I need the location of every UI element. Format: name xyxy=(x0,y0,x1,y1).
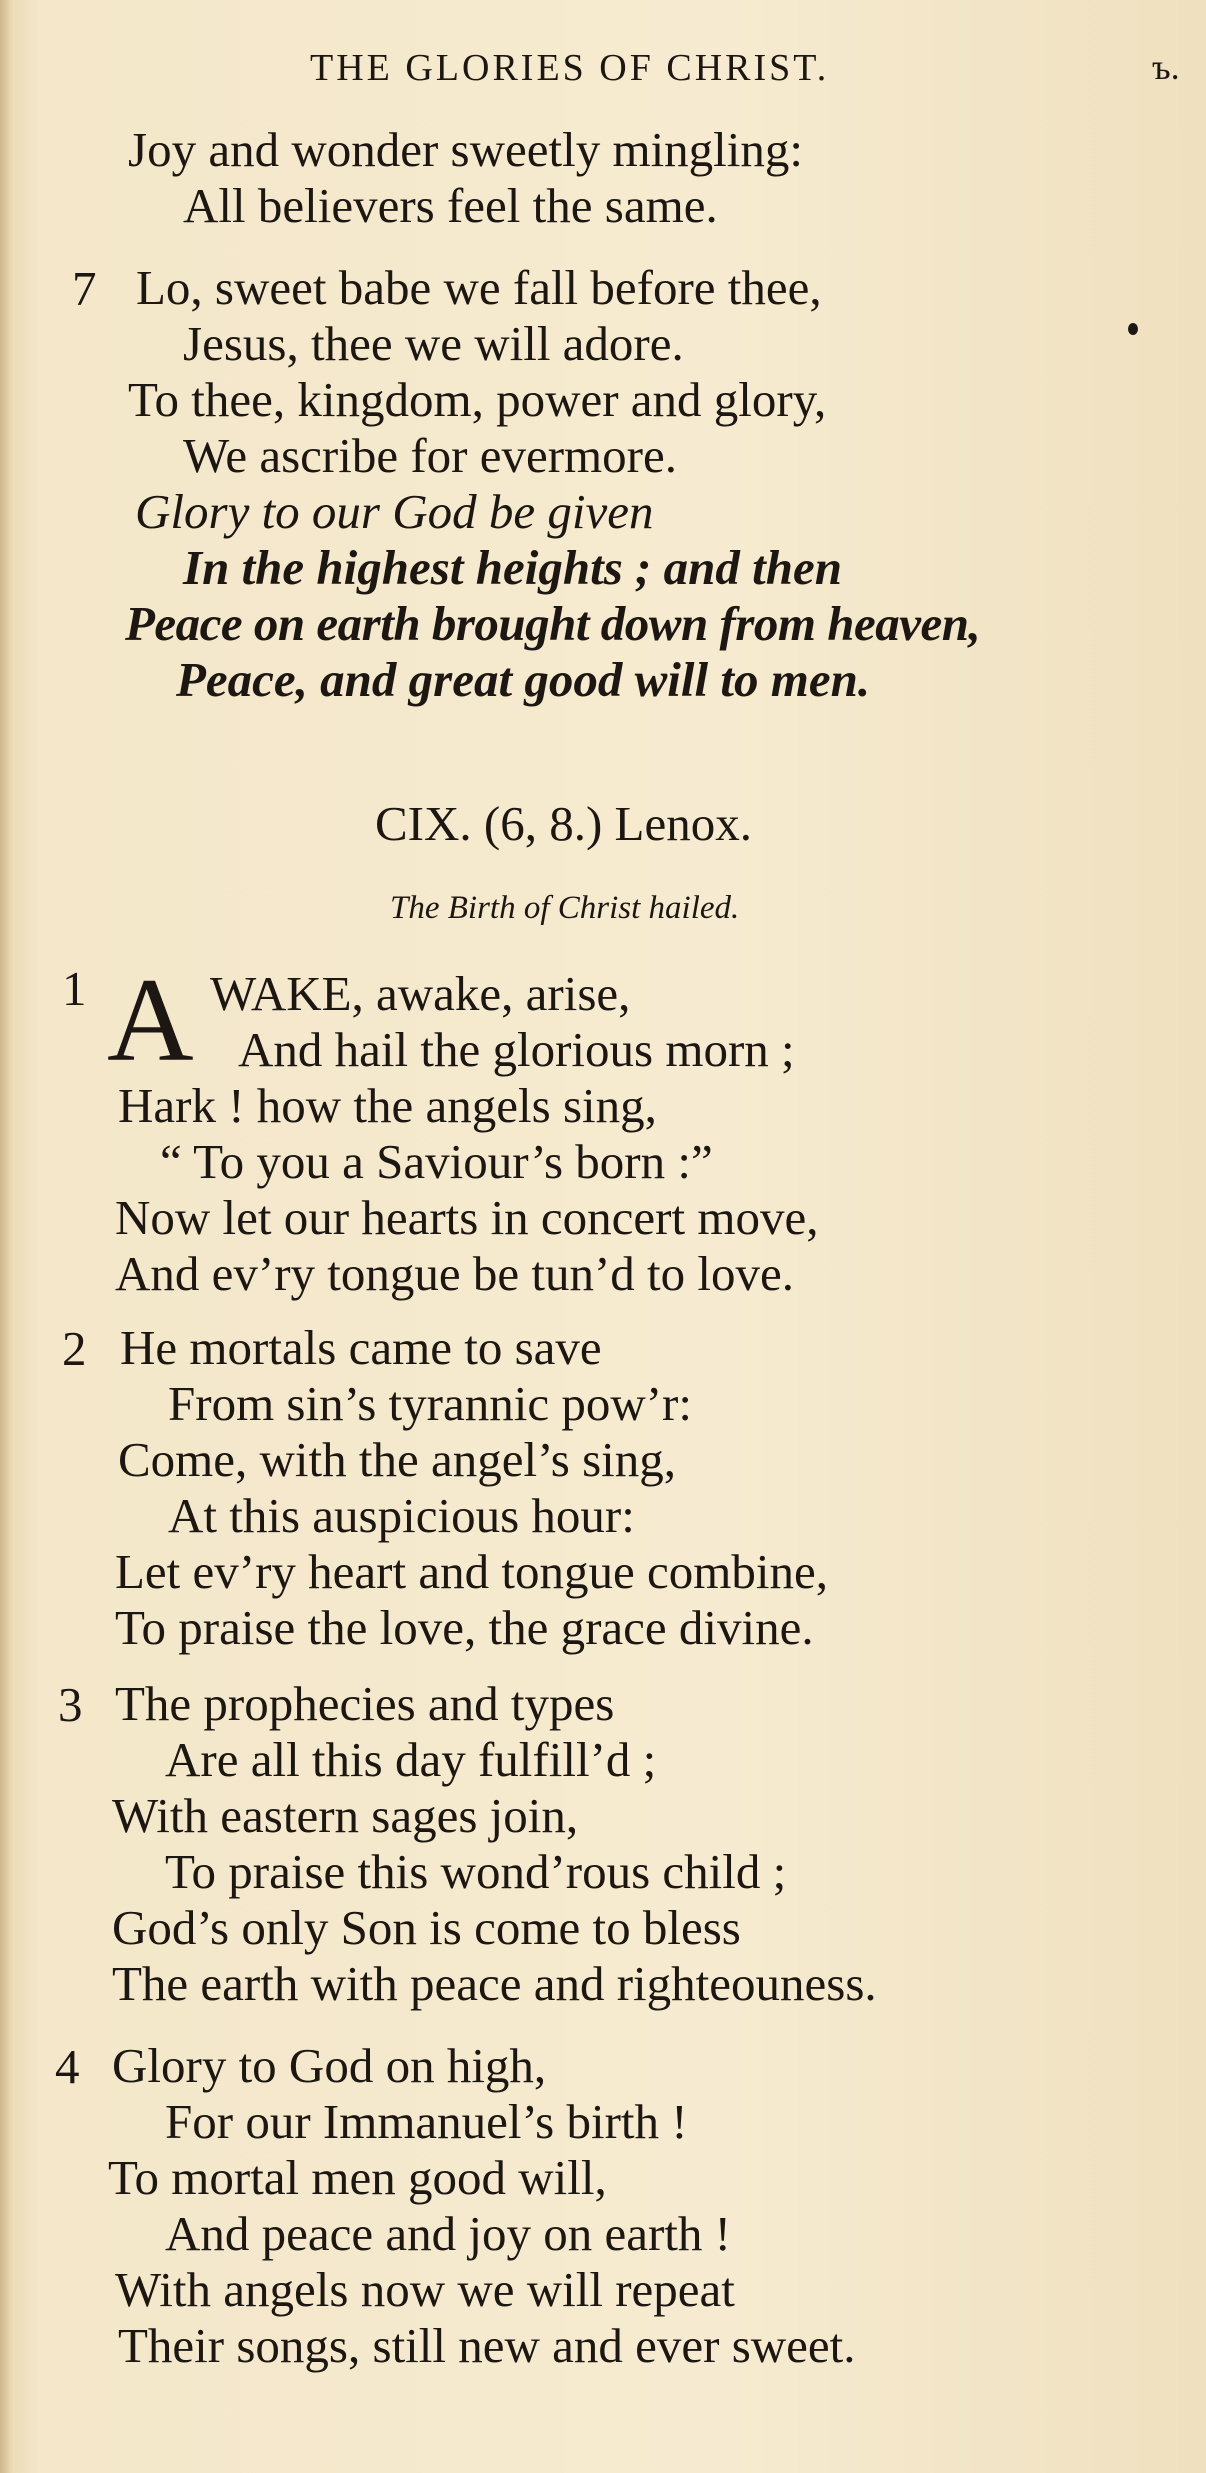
verse-line: The prophecies and types xyxy=(115,1676,615,1731)
verse-line: Let ev’ry heart and tongue combine, xyxy=(115,1544,828,1599)
page-edge xyxy=(0,0,14,2473)
verse-number: 3 xyxy=(58,1677,83,1732)
verse-line: We ascribe for evermore. xyxy=(183,428,677,483)
verse-line: The earth with peace and righteouness. xyxy=(112,1956,877,2011)
verse-line: And peace and joy on earth ! xyxy=(165,2206,731,2261)
verse-number: 1 xyxy=(62,961,87,1016)
verse-line: Are all this day fulfill’d ; xyxy=(165,1732,657,1787)
verse-line: With angels now we will repeat xyxy=(115,2262,735,2317)
verse-line: In the highest heights ; and then xyxy=(183,540,842,595)
verse-line: Come, with the angel’s sing, xyxy=(118,1432,676,1487)
drop-cap: A xyxy=(107,953,194,1086)
verse-line: Now let our hearts in concert move, xyxy=(115,1190,819,1245)
verse-number: 2 xyxy=(62,1321,87,1376)
verse-line: He mortals came to save xyxy=(120,1320,602,1375)
hymn-subtitle: The Birth of Christ hailed. xyxy=(390,890,740,926)
verse-line: Peace on earth brought down from heaven, xyxy=(125,596,981,651)
verse-line: For our Immanuel’s birth ! xyxy=(165,2094,688,2149)
verse-line: To thee, kingdom, power and glory, xyxy=(128,372,827,427)
verse-line: And ev’ry tongue be tun’d to love. xyxy=(115,1246,795,1301)
verse-line: Glory to our God be given xyxy=(135,484,654,539)
verse-line: Lo, sweet babe we fall before thee, xyxy=(136,260,822,315)
verse-line: With eastern sages join, xyxy=(112,1788,579,1843)
verse-line: And hail the glorious morn ; xyxy=(238,1022,795,1077)
verse-line: “ To you a Saviour’s born :” xyxy=(160,1134,713,1189)
page-mark: ъ. xyxy=(1152,47,1180,87)
ink-dot xyxy=(1128,323,1138,335)
verse-line: To mortal men good will, xyxy=(108,2150,607,2205)
verse-line: God’s only Son is come to bless xyxy=(112,1900,741,1955)
verse-line: Jesus, thee we will adore. xyxy=(183,316,684,371)
verse-line: Glory to God on high, xyxy=(112,2038,547,2093)
verse-line: All believers feel the same. xyxy=(183,178,718,233)
verse-line: To praise the love, the grace divine. xyxy=(115,1600,814,1655)
running-head: THE GLORIES OF CHRIST. xyxy=(310,47,830,89)
verse-line: At this auspicious hour: xyxy=(168,1488,635,1543)
verse-number: 4 xyxy=(55,2039,80,2094)
verse-line: Peace, and great good will to men. xyxy=(176,652,871,707)
verse-line: Joy and wonder sweetly mingling: xyxy=(128,122,804,177)
verse-number: 7 xyxy=(72,261,97,316)
verse-line: WAKE, awake, arise, xyxy=(210,966,631,1021)
verse-line: To praise this wond’rous child ; xyxy=(165,1844,787,1899)
verse-line: Their songs, still new and ever sweet. xyxy=(118,2318,856,2373)
hymn-title: CIX. (6, 8.) Lenox. xyxy=(375,796,752,851)
verse-line: Hark ! how the angels sing, xyxy=(118,1078,657,1133)
verse-line: From sin’s tyrannic pow’r: xyxy=(168,1376,692,1431)
